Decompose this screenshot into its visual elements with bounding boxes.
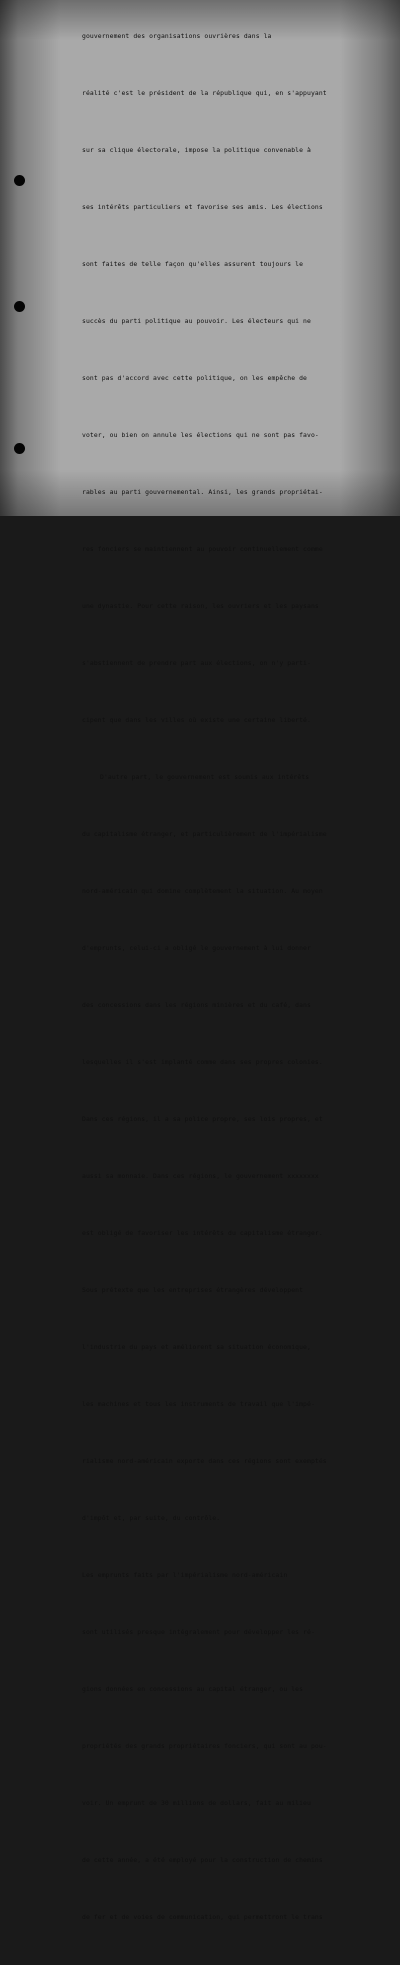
- text-line: sont faites de telle façon qu'elles assurent toujours le: [82, 260, 304, 268]
- text-line: des concessions dans les régions minières et du café, dans: [82, 1001, 311, 1009]
- text-line: sont pas d'accord avec cette politique, on les empêche de: [82, 374, 308, 382]
- text-line: voir. Un emprunt de 30 millions de dollars, fait au milieu: [82, 1799, 311, 1807]
- document-body: [82, 0, 382, 1965]
- punch-hole-middle: [14, 301, 25, 312]
- punch-hole-bottom: [14, 443, 25, 454]
- text-line: rialisme nord-américain exporte dans ces régions sont exemptés: [82, 1457, 327, 1465]
- text-line: voter, ou bien on annule les élections qui ne sont pas favo-: [82, 431, 319, 439]
- text-line: D'autre part, le gouvernement est soumis aux intérêts: [100, 773, 310, 781]
- text-line: du capitalisme étranger, et particulièrement de l'impérialisme: [82, 830, 327, 838]
- text-line: cipent que dans les villes où existe une certaine liberté.: [82, 716, 311, 724]
- text-line: sur sa clique électorale, impose la politique convenable à: [82, 146, 311, 154]
- punch-hole-top: [14, 175, 25, 186]
- text-line: aussi sa monnaie. Dans ces régions, le gouvernement xxxxxxxx: [82, 1172, 319, 1180]
- text-line: est obligé de favoriser les intérêts du capitalisme étranger.: [82, 1229, 323, 1237]
- text-line: d'impôt et, par suite, du contrôle.: [82, 1514, 221, 1522]
- text-line: l'industrie du pays et améliorent sa situation économique,: [82, 1343, 311, 1351]
- text-line: succès du parti politique au pouvoir. Les électeurs qui ne: [82, 317, 311, 325]
- text-line: d'emprunts, celui-ci a obligé le gouvernement à lui donner: [82, 944, 311, 952]
- text-line: une dynastie. Pour cette raison, les ouvriers et les paysans: [82, 602, 319, 610]
- text-line: rables au parti gouvernemental. Ainsi, les grands propriétai-: [82, 488, 323, 496]
- text-line: propriétés des grands propriétaires fonciers, qui sont au pou-: [82, 1742, 327, 1750]
- text-line: Dans ces régions, il a sa police propre, ses lois propres, et: [82, 1115, 323, 1123]
- text-line: gouvernement des organisations ouvrières dans la: [82, 32, 272, 40]
- text-line: sont utilisés presque intégralement pour développer les ré-: [82, 1628, 315, 1636]
- text-line: réalité c'est le président de la république qui, en s'appuyant: [82, 89, 327, 97]
- text-line: Sous prétexte que les entreprises étrangères développent: [82, 1286, 304, 1294]
- text-line: lesquelles il s'est implanté comme dans ses propres colonies.: [82, 1058, 323, 1066]
- text-line: de cette année, a été employé pour la construction de chemins: [82, 1856, 323, 1864]
- text-line: s'abstiennent de prendre part aux élections, on n'y parti-: [82, 659, 311, 667]
- text-line: res fonciers se maintiennent au pouvoir continuellement comme: [82, 545, 323, 553]
- text-line: ses intérêts particuliers et favorise ses amis. Les élections: [82, 203, 323, 211]
- text-line: les machines et tous les instruments de travail que l'impé-: [82, 1400, 315, 1408]
- text-line: nord-américain qui domine complètement la situation. Au moyen: [82, 887, 323, 895]
- text-line: de fer et de voies de communication, qui permettront le trans: [82, 1913, 323, 1921]
- text-line: Les emprunts faits par l'impérialisme nord-américain: [82, 1571, 288, 1579]
- text-line: gions données en concessions au capital étranger, ou les: [82, 1685, 304, 1693]
